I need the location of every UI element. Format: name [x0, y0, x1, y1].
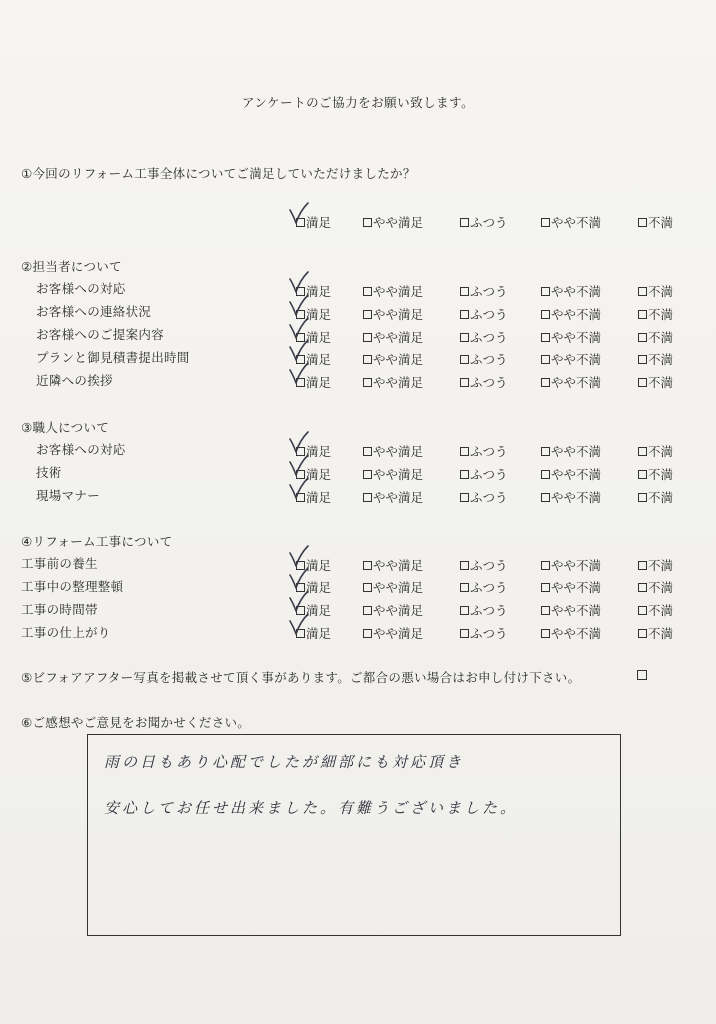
option-somewhat-satisfied[interactable]	[363, 624, 423, 642]
option-somewhat-dissatisfied[interactable]	[541, 373, 601, 391]
q2-item-label: お客様への対応	[36, 281, 126, 296]
checkbox[interactable]	[460, 470, 469, 479]
q3-item-label: お客様への対応	[36, 442, 126, 457]
checkbox[interactable]	[541, 310, 550, 319]
option-dissatisfied[interactable]	[638, 624, 673, 642]
option-label: ふつう	[470, 558, 508, 573]
checkbox[interactable]	[296, 378, 305, 387]
checkbox[interactable]	[638, 447, 647, 456]
option-somewhat-satisfied[interactable]	[363, 213, 423, 231]
option-label: 満足	[306, 352, 332, 367]
option-label: 満足	[306, 444, 332, 459]
question-3-label: ③職人について	[21, 420, 110, 435]
question-1-label: ①今回のリフォーム工事全体についてご満足していただけましたか？	[21, 166, 416, 181]
checkbox[interactable]	[296, 310, 305, 319]
option-dissatisfied[interactable]	[638, 282, 673, 300]
checkbox[interactable]	[541, 333, 550, 342]
checkbox[interactable]	[541, 493, 550, 502]
option-label: 満足	[306, 307, 332, 322]
checkbox[interactable]	[638, 378, 647, 387]
option-somewhat-dissatisfied[interactable]	[541, 442, 601, 460]
q4-item-label: 工事中の整理整頓	[21, 579, 124, 594]
option-neutral[interactable]	[460, 328, 508, 346]
option-label: 不満	[648, 352, 674, 367]
option-neutral[interactable]	[460, 556, 508, 574]
checkbox[interactable]	[638, 606, 647, 615]
option-label: ふつう	[470, 490, 508, 505]
checkbox[interactable]	[363, 333, 372, 342]
q2-item-label: プランと御見積書提出時間	[36, 350, 190, 365]
checkbox[interactable]	[296, 355, 305, 364]
checkbox[interactable]	[638, 470, 647, 479]
option-somewhat-dissatisfied[interactable]	[541, 328, 601, 346]
option-dissatisfied[interactable]	[638, 488, 673, 506]
option-label: ふつう	[470, 330, 508, 345]
option-label: やや不満	[551, 307, 602, 322]
option-neutral[interactable]	[460, 601, 508, 619]
option-label: ふつう	[470, 603, 508, 618]
option-satisfied[interactable]	[296, 373, 331, 391]
option-label: やや満足	[373, 375, 424, 390]
checkbox[interactable]	[460, 561, 469, 570]
checkbox[interactable]	[363, 310, 372, 319]
option-label: やや不満	[551, 580, 602, 595]
checkbox[interactable]	[541, 218, 550, 227]
checkbox[interactable]	[638, 629, 647, 638]
checkbox[interactable]	[541, 470, 550, 479]
option-label: やや不満	[551, 558, 602, 573]
checkbox[interactable]	[460, 355, 469, 364]
checkbox[interactable]	[541, 561, 550, 570]
option-label: 満足	[306, 603, 332, 618]
option-label: 不満	[648, 444, 674, 459]
option-somewhat-dissatisfied[interactable]	[541, 556, 601, 574]
checkbox[interactable]	[638, 355, 647, 364]
option-label: 満足	[306, 284, 332, 299]
option-label: やや不満	[551, 352, 602, 367]
checkbox[interactable]	[460, 310, 469, 319]
option-label: やや不満	[551, 330, 602, 345]
option-label: ふつう	[470, 307, 508, 322]
checkbox[interactable]	[363, 218, 372, 227]
option-label: やや満足	[373, 580, 424, 595]
checkbox[interactable]	[541, 447, 550, 456]
checkbox[interactable]	[460, 333, 469, 342]
checkbox[interactable]	[638, 333, 647, 342]
option-label: ふつう	[470, 444, 508, 459]
checkbox[interactable]	[460, 606, 469, 615]
option-somewhat-dissatisfied[interactable]	[541, 350, 601, 368]
option-somewhat-dissatisfied[interactable]	[541, 601, 601, 619]
option-somewhat-satisfied[interactable]	[363, 465, 423, 483]
checkbox[interactable]	[363, 447, 372, 456]
q2-item-label: お客様へのご提案内容	[36, 327, 165, 342]
checkbox[interactable]	[460, 218, 469, 227]
option-label: やや満足	[373, 558, 424, 573]
option-label: 不満	[648, 307, 674, 322]
checkbox[interactable]	[296, 470, 305, 479]
checkbox[interactable]	[363, 606, 372, 615]
option-label: 満足	[306, 467, 332, 482]
q2-item-label: お客様への連絡状況	[36, 304, 152, 319]
option-dissatisfied[interactable]	[638, 328, 673, 346]
option-neutral[interactable]	[460, 624, 508, 642]
checkbox[interactable]	[541, 606, 550, 615]
option-label: やや満足	[373, 603, 424, 618]
option-label: 不満	[648, 603, 674, 618]
option-neutral[interactable]	[460, 488, 508, 506]
handwritten-comment-line-1: 雨の日もあり心配でしたが細部にも対応頂き	[104, 753, 465, 771]
option-label: やや満足	[373, 444, 424, 459]
checkbox[interactable]	[638, 218, 647, 227]
checkbox[interactable]	[296, 561, 305, 570]
option-somewhat-satisfied[interactable]	[363, 601, 423, 619]
option-label: ふつう	[470, 284, 508, 299]
option-satisfied[interactable]	[296, 601, 331, 619]
option-satisfied[interactable]	[296, 282, 331, 300]
option-label: 不満	[648, 330, 674, 345]
option-neutral[interactable]	[460, 213, 508, 231]
option-satisfied[interactable]	[296, 350, 331, 368]
option-label: やや不満	[551, 375, 602, 390]
checkbox[interactable]	[541, 378, 550, 387]
checkbox[interactable]	[363, 470, 372, 479]
option-dissatisfied[interactable]	[638, 305, 673, 323]
q4-item-label: 工事前の養生	[21, 556, 98, 571]
option-label: 満足	[306, 490, 332, 505]
question-6-label: ⑥ご感想やご意見をお聞かせください。	[21, 715, 251, 730]
option-dissatisfied[interactable]	[638, 601, 673, 619]
option-label: 不満	[648, 467, 674, 482]
question-4-label: ④リフォーム工事について	[21, 534, 173, 549]
checkbox[interactable]	[296, 583, 305, 592]
survey-title: アンケートのご協力をお願い致します。	[241, 95, 475, 110]
option-label: 不満	[648, 375, 674, 390]
option-label: 満足	[306, 375, 332, 390]
option-label: ふつう	[470, 467, 508, 482]
option-satisfied[interactable]	[296, 556, 331, 574]
option-label: やや満足	[373, 352, 424, 367]
q2-item-label: 近隣への挨拶	[36, 373, 113, 388]
option-dissatisfied[interactable]	[638, 373, 673, 391]
option-label: やや不満	[551, 284, 602, 299]
option-label: 不満	[648, 580, 674, 595]
checkbox[interactable]	[460, 629, 469, 638]
option-satisfied[interactable]	[296, 624, 331, 642]
option-dissatisfied[interactable]	[638, 465, 673, 483]
option-satisfied[interactable]	[296, 578, 331, 596]
option-dissatisfied[interactable]	[638, 578, 673, 596]
photo-opt-out-checkbox[interactable]	[637, 670, 647, 680]
option-somewhat-dissatisfied[interactable]	[541, 213, 601, 231]
option-label: 不満	[648, 626, 674, 641]
option-label: 満足	[306, 580, 332, 595]
checkbox[interactable]	[296, 333, 305, 342]
option-label: 満足	[306, 330, 332, 345]
option-label: やや不満	[551, 215, 602, 230]
option-label: やや不満	[551, 626, 602, 641]
checkbox[interactable]	[638, 493, 647, 502]
checkbox[interactable]	[363, 561, 372, 570]
option-satisfied[interactable]	[296, 305, 331, 323]
option-somewhat-satisfied[interactable]	[363, 556, 423, 574]
checkbox[interactable]	[460, 287, 469, 296]
option-label: 満足	[306, 215, 332, 230]
checkbox[interactable]	[638, 287, 647, 296]
option-dissatisfied[interactable]	[638, 350, 673, 368]
checkbox[interactable]	[296, 287, 305, 296]
checkbox[interactable]	[363, 629, 372, 638]
option-satisfied[interactable]	[296, 213, 331, 231]
option-label: やや満足	[373, 626, 424, 641]
checkbox[interactable]	[460, 378, 469, 387]
checkbox[interactable]	[541, 287, 550, 296]
checkbox[interactable]	[460, 493, 469, 502]
option-somewhat-satisfied[interactable]	[363, 442, 423, 460]
option-somewhat-dissatisfied[interactable]	[541, 282, 601, 300]
option-label: 不満	[648, 490, 674, 505]
question-2-label: ②担当者について	[21, 259, 122, 274]
checkbox[interactable]	[363, 493, 372, 502]
handwritten-comment-line-2: 安心してお任せ出来ました。有難うございました。	[104, 799, 519, 817]
option-label: やや満足	[373, 467, 424, 482]
checkbox[interactable]	[296, 493, 305, 502]
q3-item-label: 現場マナー	[36, 488, 101, 503]
option-label: ふつう	[470, 580, 508, 595]
option-label: ふつう	[470, 626, 508, 641]
q4-item-label: 工事の仕上がり	[21, 625, 111, 640]
option-label: やや満足	[373, 490, 424, 505]
option-somewhat-satisfied[interactable]	[363, 328, 423, 346]
option-somewhat-dissatisfied[interactable]	[541, 578, 601, 596]
question-5-label: ⑤ビフォアアフター写真を掲載させて頂く事があります。ご都合の悪い場合はお申し付け下さい。	[21, 670, 581, 685]
checkbox[interactable]	[296, 606, 305, 615]
option-neutral[interactable]	[460, 305, 508, 323]
option-neutral[interactable]	[460, 465, 508, 483]
checkbox[interactable]	[363, 287, 372, 296]
option-dissatisfied[interactable]	[638, 213, 673, 231]
option-satisfied[interactable]	[296, 488, 331, 506]
checkbox[interactable]	[296, 218, 305, 227]
option-somewhat-dissatisfied[interactable]	[541, 305, 601, 323]
checkbox[interactable]	[541, 355, 550, 364]
option-neutral[interactable]	[460, 350, 508, 368]
option-label: ふつう	[470, 375, 508, 390]
option-somewhat-satisfied[interactable]	[363, 350, 423, 368]
option-label: やや満足	[373, 284, 424, 299]
option-somewhat-satisfied[interactable]	[363, 488, 423, 506]
checkbox[interactable]	[460, 583, 469, 592]
option-somewhat-satisfied[interactable]	[363, 373, 423, 391]
option-somewhat-satisfied[interactable]	[363, 578, 423, 596]
option-somewhat-dissatisfied[interactable]	[541, 488, 601, 506]
option-label: 満足	[306, 626, 332, 641]
option-neutral[interactable]	[460, 373, 508, 391]
checkbox[interactable]	[363, 378, 372, 387]
option-neutral[interactable]	[460, 578, 508, 596]
option-dissatisfied[interactable]	[638, 442, 673, 460]
option-label: やや満足	[373, 330, 424, 345]
checkbox[interactable]	[638, 310, 647, 319]
checkbox[interactable]	[541, 629, 550, 638]
option-label: 不満	[648, 215, 674, 230]
checkbox[interactable]	[296, 447, 305, 456]
q4-item-label: 工事の時間帯	[21, 602, 98, 617]
option-neutral[interactable]	[460, 282, 508, 300]
option-label: 不満	[648, 284, 674, 299]
option-label: 不満	[648, 558, 674, 573]
option-label: やや不満	[551, 490, 602, 505]
option-label: 満足	[306, 558, 332, 573]
option-dissatisfied[interactable]	[638, 556, 673, 574]
option-label: ふつう	[470, 352, 508, 367]
checkbox[interactable]	[296, 629, 305, 638]
option-somewhat-dissatisfied[interactable]	[541, 465, 601, 483]
q3-item-label: 技術	[36, 465, 62, 480]
option-label: やや不満	[551, 603, 602, 618]
checkbox[interactable]	[363, 583, 372, 592]
option-satisfied[interactable]	[296, 328, 331, 346]
option-label: やや不満	[551, 444, 602, 459]
option-somewhat-dissatisfied[interactable]	[541, 624, 601, 642]
option-label: ふつう	[470, 215, 508, 230]
option-neutral[interactable]	[460, 442, 508, 460]
option-label: やや満足	[373, 215, 424, 230]
option-somewhat-satisfied[interactable]	[363, 282, 423, 300]
checkbox[interactable]	[460, 447, 469, 456]
checkbox[interactable]	[638, 561, 647, 570]
checkbox[interactable]	[363, 355, 372, 364]
option-label: やや不満	[551, 467, 602, 482]
option-satisfied[interactable]	[296, 442, 331, 460]
option-label: やや満足	[373, 307, 424, 322]
option-somewhat-satisfied[interactable]	[363, 305, 423, 323]
option-satisfied[interactable]	[296, 465, 331, 483]
checkbox[interactable]	[541, 583, 550, 592]
checkbox[interactable]	[638, 583, 647, 592]
